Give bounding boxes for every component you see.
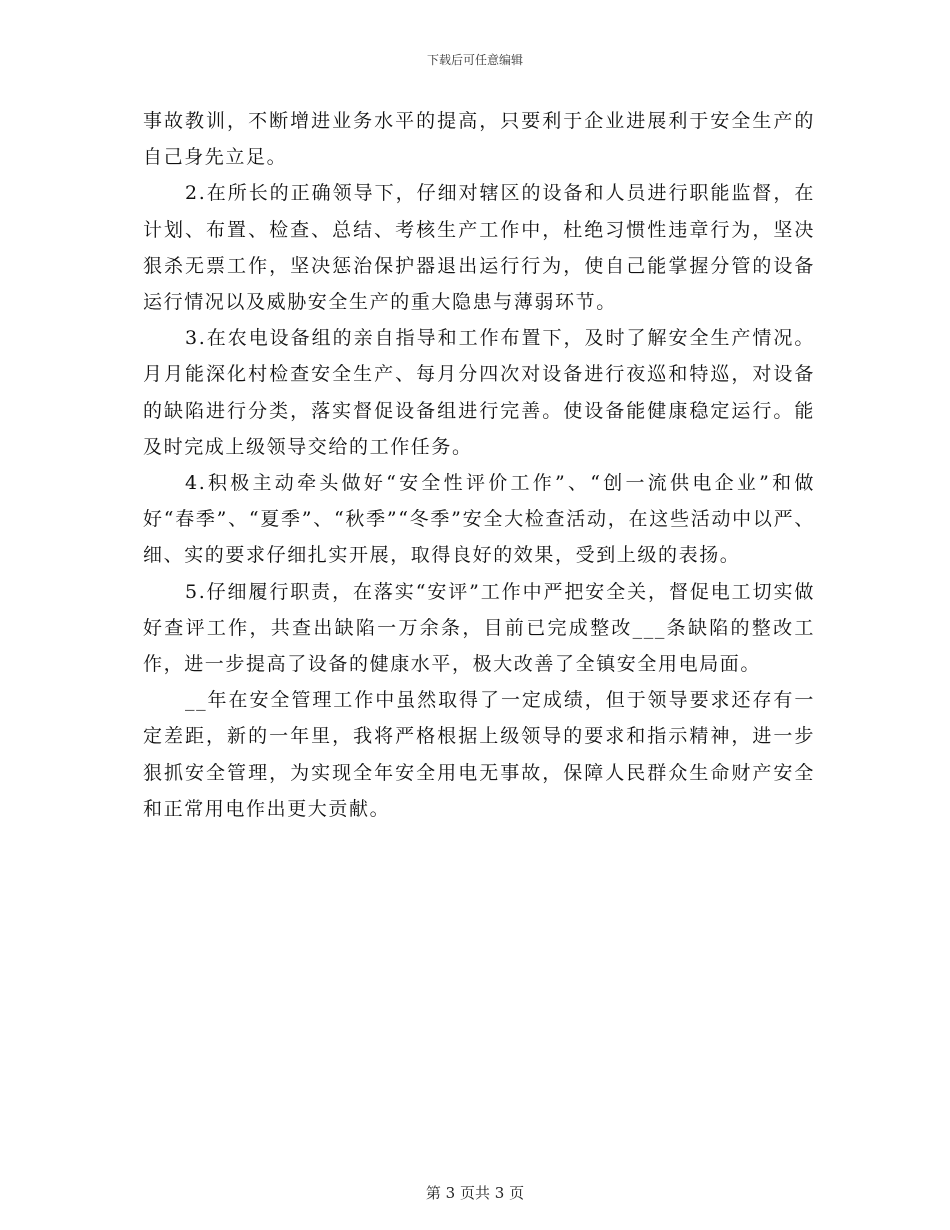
document-body: [143, 103, 815, 827]
paragraph-conclusion: __年在安全管理工作中虽然取得了一定成绩，但于领导要求还存有一定差距，新的一年里，我将严格根据上级领导的要求和指示精神，进一步狠抓安全管理，为实现全年安全用电无事故，保障人民群众生命财产安全和正常用电作出更大贡献。: [143, 689, 815, 820]
paragraph-item-2: 2.在所长的正确领导下，仔细对辖区的设备和人员进行职能监督，在计划、布置、检查、总结、考核生产工作中，杜绝习惯性违章行为，坚决狠杀无票工作，坚决惩治保护器退出运行行为，使自己能掌握分管的设备运行情况以及威胁安全生产的重大隐患与薄弱环节。: [143, 182, 815, 314]
paragraph-item-3: 3.在农电设备组的亲自指导和工作布置下，及时了解安全生产情况。月月能深化村检查安全生产、每月分四次对设备进行夜巡和特巡，对设备的缺陷进行分类，落实督促设备组进行完善。使设备能健康稳定运行。能及时完成上级领导交给的工作任务。: [143, 327, 815, 458]
page-header-note: 下载后可任意编辑: [426, 53, 523, 67]
page-number: 第 3 页共 3 页: [425, 1184, 525, 1202]
paragraph-continuation: 事故教训，不断增进业务水平的提高，只要利于企业进展利于安全生产的自己身先立足。: [143, 110, 815, 169]
paragraph-item-4: 4.积极主动牵头做好“安全性评价工作”、“创一流供电企业”和做好“春季”、“夏季”、“秋季”“冬季”安全大检查活动，在这些活动中以严、细、实的要求仔细扎实开展，取得良好的效果，受到上级的表扬。: [143, 472, 815, 567]
paragraph-item-5: 5.仔细履行职责，在落实“安评”工作中严把安全关，督促电工切实做好查评工作，共查出缺陷一万余条，目前已完成整改___条缺陷的整改工作，进一步提高了设备的健康水平，极大改善了全镇安全用电局面。: [143, 580, 815, 676]
